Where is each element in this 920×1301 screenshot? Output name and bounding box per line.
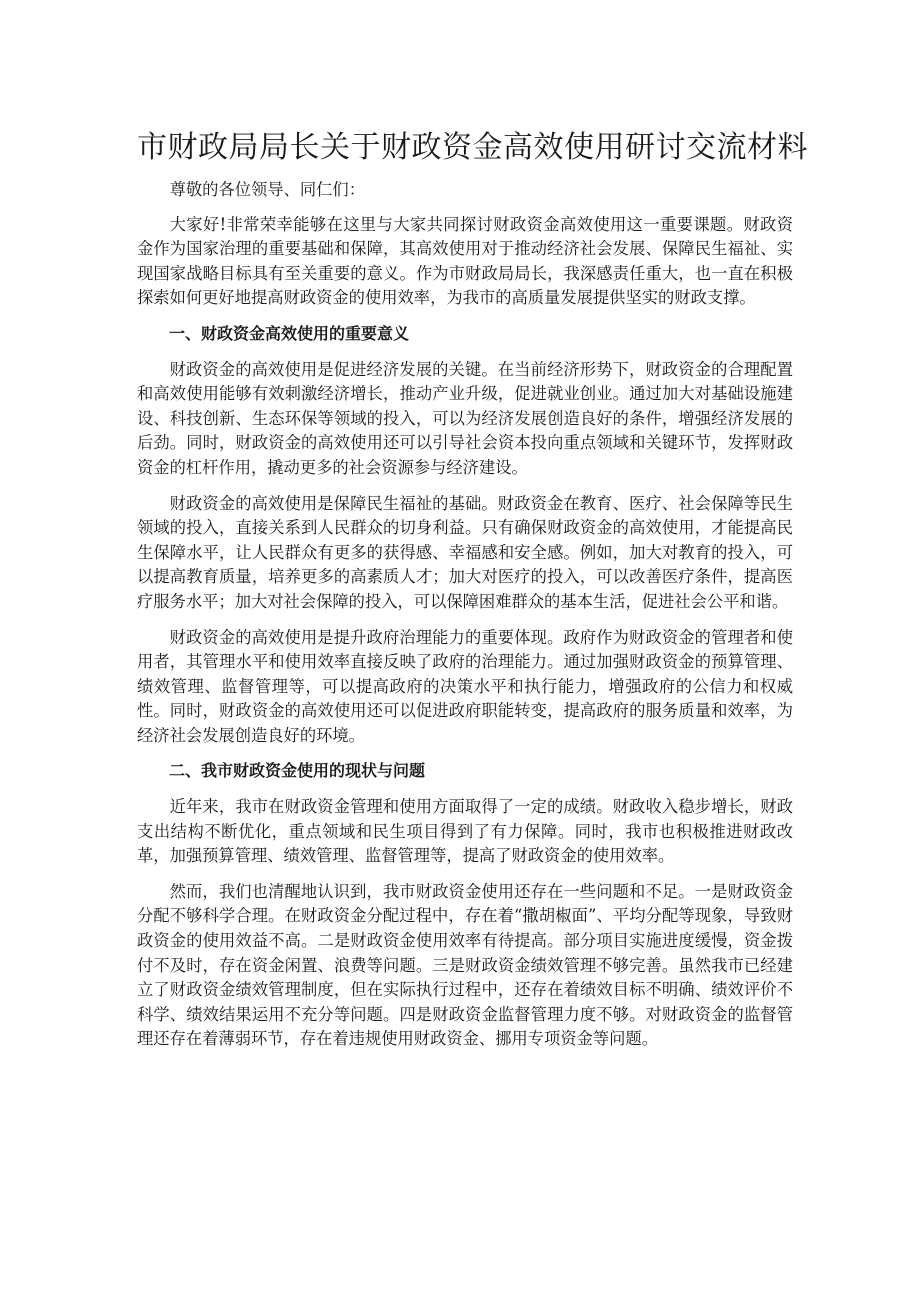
section-heading-1: 一、财政资金高效使用的重要意义 (169, 323, 410, 343)
section-heading-2: 二、我市财政资金使用的现状与问题 (169, 761, 426, 781)
paragraph: 财政资金的高效使用是保障民生福祉的基础。财政资金在教育、医疗、社会保障等民生领域的投入，直接关系到人民群众的切身利益。只有确保财政资金的高效使用，才能提高民生保障水平，让人民群众有更多的获得感、幸福感和安全感。例如，加大对教育的投入，可以提高教育质量，培养更多的高素质人才；加大对医疗的投入，可以改善医疗条件，提高医疗服务水平；加大对社会保障的投入，可以保障困难群众的基本生活，促进社会公平和谐。 (137, 493, 793, 611)
paragraph: 财政资金的高效使用是提升政府治理能力的重要体现。政府作为财政资金的管理者和使用者，其管理水平和使用效率直接反映了政府的治理能力。通过加强财政资金的预算管理、绩效管理、监督管理等，可以提高政府的决策水平和执行能力，增强政府的公信力和权威性。同时，财政资金的高效使用还可以促进政府职能转变，提高政府的服务质量和效率，为经济社会发展创造良好的环境。 (137, 627, 793, 745)
salutation: 尊敬的各位领导、同仁们： (169, 180, 365, 199)
paragraph: 近年来，我市在财政资金管理和使用方面取得了一定的成绩。财政收入稳步增长，财政支出结构不断优化，重点领域和民生项目得到了有力保障。同时，我市也积极推进财政改革，加强预算管理、绩效管理、监督管理等，提高了财政资金的使用效率。 (137, 797, 793, 866)
paragraph: 财政资金的高效使用是促进经济发展的关键。在当前经济形势下，财政资金的合理配置和高效使用能够有效刺激经济增长，推动产业升级，促进就业创业。通过加大对基础设施建设、科技创新、生态环保等领域的投入，可以为经济发展创造良好的条件，增强经济发展的后劲。同时，财政资金的高效使用还可以引导社会资本投向重点领域和关键环节，发挥财政资金的杠杆作用，撬动更多的社会资源参与经济建设。 (137, 359, 793, 477)
document-body (137, 178, 793, 1063)
paragraph: 然而，我们也清醒地认识到，我市财政资金使用还存在一些问题和不足。一是财政资金分配不够科学合理。在财政资金分配过程中，存在着“撒胡椒面”、平均分配等现象，导致财政资金的使用效益不高。二是财政资金使用效率有待提高。部分项目实施进度缓慢，资金拨付不及时，存在资金闲置、浪费等问题。三是财政资金绩效管理不够完善。虽然我市已经建立了财政资金绩效管理制度，但在实际执行过程中，还存在着绩效目标不明确、绩效评价不科学、绩效结果运用不充分等问题。四是财政资金监督管理力度不够。对财政资金的监督管理还存在着薄弱环节，存在着违规使用财政资金、挪用专项资金等问题。 (137, 881, 793, 1049)
document-title: 市财政局局长关于财政资金高效使用研讨交流材料 (137, 130, 808, 165)
intro-paragraph: 大家好!非常荣幸能够在这里与大家共同探讨财政资金高效使用这一重要课题。财政资金作为国家治理的重要基础和保障，其高效使用对于推动经济社会发展、保障民生福祉、实现国家战略目标具有至关重要的意义。作为市财政局局长，我深感责任重大，也一直在积极探索如何更好地提高财政资金的使用效率，为我市的高质量发展提供坚实的财政支撑。 (137, 214, 793, 308)
